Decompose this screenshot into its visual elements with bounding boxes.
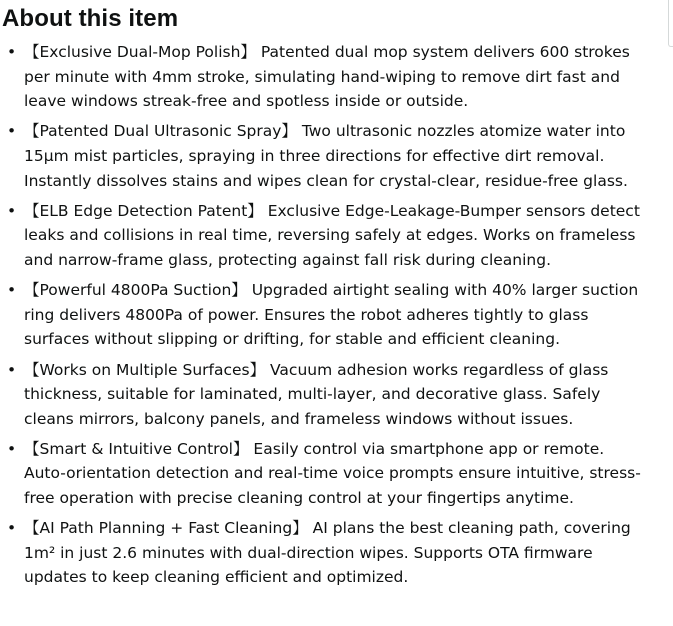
section-title: About this item xyxy=(2,5,179,32)
feature-bullet-text: 【Exclusive Dual-Mop Polish】 Patented dual mop system delivers 600 strokes per minute with 4mm stroke, simulating hand-wiping to remove dirt fast and leave windows streak-free and spotless inside or outside. xyxy=(24,43,630,111)
bullet-marker: • xyxy=(7,201,17,220)
feature-bullet xyxy=(0,278,650,352)
feature-bullet-text: 【Works on Multiple Surfaces】 Vacuum adhesion works regardless of glass thickness, suitable for laminated, multi-layer, and decorative glass. Safely cleans mirrors, balcony panels, and frameless windows without issues. xyxy=(24,360,609,428)
feature-bullet xyxy=(0,358,650,432)
feature-bullet xyxy=(0,199,650,273)
feature-bullet xyxy=(0,516,650,590)
bullet-marker: • xyxy=(7,360,17,379)
bullet-marker: • xyxy=(7,122,17,141)
feature-bullet-text: 【Patented Dual Ultrasonic Spray】 Two ultrasonic nozzles atomize water into 15μm mist particles, spraying in three directions for effective dirt removal. Instantly dissolves stains and wipes clean for crystal-clear, residue-free glass. xyxy=(24,122,628,190)
bullet-marker: • xyxy=(7,439,17,458)
feature-bullet-text: 【Smart & Intuitive Control】 Easily control via smartphone app or remote. Auto-orientation detection and real-time voice prompts ensure intuitive, stress-free operation with precise cleaning control at your fingertips anytime. xyxy=(24,439,641,508)
feature-bullet-text: 【Powerful 4800Pa Suction】 Upgraded airtight sealing with 40% larger suction ring delivers 4800Pa of power. Ensures the robot adheres tightly to glass surfaces without slipping or drifting, for stable and efficient cleaning. xyxy=(24,281,639,349)
feature-bullet-text: 【ELB Edge Detection Patent】 Exclusive Edge-Leakage-Bumper sensors detect leaks and collisions in real time, reversing safely at edges. Works on frameless and narrow-frame glass, protecting against fall risk during cleaning. xyxy=(24,201,640,269)
feature-bullet xyxy=(0,437,650,511)
bullet-marker: • xyxy=(7,281,17,300)
bullet-marker: • xyxy=(7,519,17,538)
feature-bullet-list xyxy=(0,40,650,596)
feature-bullet xyxy=(0,40,650,114)
scrollbar-edge[interactable] xyxy=(668,0,673,47)
feature-bullet-text: 【AI Path Planning + Fast Cleaning】 AI plans the best cleaning path, covering 1m² in just 2.6 minutes with dual-direction wipes. Supports OTA firmware updates to keep cleaning efficient and optimized. xyxy=(24,519,631,587)
bullet-marker: • xyxy=(7,43,17,61)
feature-bullet xyxy=(0,119,650,193)
